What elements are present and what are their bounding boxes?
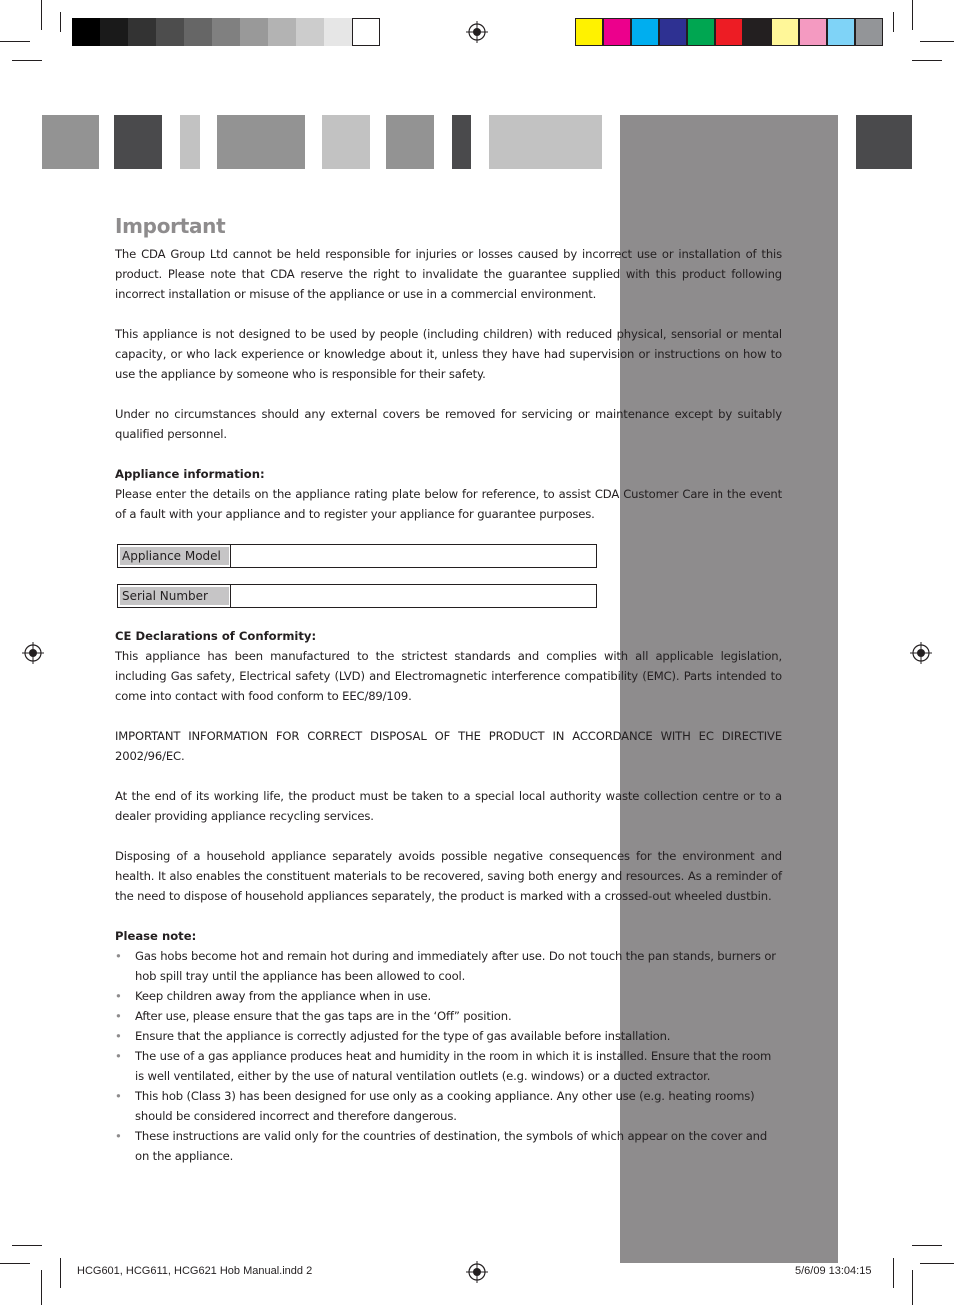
appliance-model-label: Appliance Model: [120, 547, 229, 565]
main-content: [115, 214, 782, 1166]
covers-paragraph: Under no circumstances should any external covers be removed for servicing or maintenance except by suitably qualified personnel.: [115, 407, 782, 441]
crop-mark: [893, 12, 894, 32]
list-item: • After use, please ensure that the gas taps are in the ‘Off” position.: [115, 1006, 782, 1026]
color-swatch: [631, 18, 659, 46]
color-swatch: [603, 18, 631, 46]
color-swatch: [799, 18, 827, 46]
gray-swatch: [156, 18, 184, 46]
bullet-icon: •: [115, 1089, 122, 1103]
serial-number-label: Serial Number: [120, 587, 229, 605]
bullet-icon: •: [115, 1049, 122, 1063]
gray-swatch: [72, 18, 100, 46]
tab-block: [114, 115, 162, 169]
notes-list: [115, 946, 782, 1166]
footer-filename: HCG601, HCG611, HCG621 Hob Manual.indd 2: [77, 1265, 313, 1277]
appliance-info-paragraph: Please enter the details on the appliance rating plate below for reference, to assist CDA Customer Care in the event of a fault with your appliance and to register your appliance for guarantee purposes.: [115, 487, 782, 521]
color-swatch: [743, 18, 771, 46]
color-swatch: [827, 18, 855, 46]
please-note-heading: Please note:: [115, 929, 197, 943]
appliance-model-input[interactable]: [230, 545, 596, 567]
list-item: • This hob (Class 3) has been designed for use only as a cooking appliance. Any other use (e.g. heating rooms) should be considered incorrect and therefore dangerous.: [115, 1086, 782, 1126]
list-item: • Gas hobs become hot and remain hot during and immediately after use. Do not touch the pan stands, burners or hob spill tray until the appliance has been allowed to cool.: [115, 946, 782, 986]
tab-block: [386, 115, 434, 169]
gray-swatch: [128, 18, 156, 46]
bullet-icon: •: [115, 989, 122, 1003]
bullet-icon: •: [115, 1029, 122, 1043]
appliance-info-heading: Appliance information:: [115, 467, 265, 481]
color-swatch: [687, 18, 715, 46]
crop-mark: [60, 1258, 61, 1288]
crop-mark: [0, 41, 30, 42]
serial-number-input[interactable]: [230, 585, 596, 607]
crop-mark: [41, 1270, 42, 1305]
appliance-model-field: [117, 544, 597, 568]
color-swatch: [575, 18, 603, 46]
tab-block: [180, 115, 200, 169]
list-item: • Ensure that the appliance is correctly adjusted for the type of gas available before installation.: [115, 1026, 782, 1046]
crop-mark: [0, 1263, 30, 1264]
footer-timestamp: 5/6/09 13:04:15: [795, 1265, 872, 1277]
gray-swatch: [352, 18, 380, 46]
crop-mark: [912, 60, 942, 61]
bullet-icon: •: [115, 1129, 122, 1143]
crop-mark: [12, 60, 42, 61]
page-title: Important: [115, 214, 226, 238]
disposal-heading: IMPORTANT INFORMATION FOR CORRECT DISPOSAL OF THE PRODUCT IN ACCORDANCE WITH EC DIRECTIVE 2002/96/EC.: [115, 729, 782, 763]
color-swatch: [659, 18, 687, 46]
registration-mark-icon: [22, 642, 44, 664]
capacity-paragraph: This appliance is not designed to be used by people (including children) with reduced physical, sensorial or mental capacity, or who lack experience or knowledge about it, unless they have had supervision or instructions on how to use the appliance by someone who is responsible for their safety.: [115, 327, 782, 381]
crop-mark: [912, 1245, 942, 1246]
gray-swatch: [268, 18, 296, 46]
crop-mark: [920, 1263, 954, 1264]
color-swatch: [715, 18, 743, 46]
crop-mark: [41, 0, 42, 30]
disposal-paragraph-2: Disposing of a household appliance separately avoids possible negative consequences for the environment and health. It also enables the constituent materials to be recovered, saving both energy and resources. As a reminder of the need to dispose of household appliances separately, the product is marked with a crossed-out wheeled dustbin.: [115, 849, 782, 903]
list-item: • Keep children away from the appliance when in use.: [115, 986, 782, 1006]
crop-mark: [12, 1245, 42, 1246]
bullet-icon: •: [115, 949, 122, 963]
crop-mark: [893, 1258, 894, 1288]
color-swatch: [771, 18, 799, 46]
color-swatch: [855, 18, 883, 46]
ce-paragraph: This appliance has been manufactured to the strictest standards and complies with all applicable legislation, including Gas safety, Electrical safety (LVD) and Electromagnetic interference compatibility (EMC). Parts intended to come into contact with food conform to EEC/89/109.: [115, 649, 782, 703]
crop-mark: [60, 12, 61, 32]
serial-number-field: [117, 584, 597, 608]
gray-swatch: [240, 18, 268, 46]
tab-block: [856, 115, 912, 169]
tab-block: [42, 115, 99, 169]
gray-swatch: [100, 18, 128, 46]
crop-mark: [920, 41, 954, 42]
crop-mark: [912, 0, 913, 30]
gray-swatch: [324, 18, 352, 46]
registration-mark-icon: [466, 21, 488, 43]
list-item: • These instructions are valid only for the countries of destination, the symbols of which appear on the cover and on the appliance.: [115, 1126, 782, 1166]
crop-mark: [912, 1270, 913, 1305]
tab-block: [322, 115, 370, 169]
gray-swatch: [212, 18, 240, 46]
liability-paragraph: The CDA Group Ltd cannot be held responsible for injuries or losses caused by incorrect use or installation of this product. Please note that CDA reserve the right to invalidate the guarantee supplied with this product following incorrect installation or misuse of the appliance or use in a commercial environment.: [115, 247, 782, 301]
gray-swatch: [184, 18, 212, 46]
ce-heading: CE Declarations of Conformity:: [115, 629, 317, 643]
tab-block: [217, 115, 305, 169]
list-item: • The use of a gas appliance produces heat and humidity in the room in which it is installed. Ensure that the room is well ventilated, either by the use of natural ventilation outlets (e.g. windows) or a ducted extractor.: [115, 1046, 782, 1086]
tab-block: [452, 115, 471, 169]
gray-swatch: [296, 18, 324, 46]
registration-mark-icon: [466, 1261, 488, 1283]
disposal-paragraph-1: At the end of its working life, the product must be taken to a special local authority waste collection centre or to a dealer providing appliance recycling services.: [115, 789, 782, 823]
registration-mark-icon: [910, 642, 932, 664]
bullet-icon: •: [115, 1009, 122, 1023]
tab-block: [489, 115, 602, 169]
